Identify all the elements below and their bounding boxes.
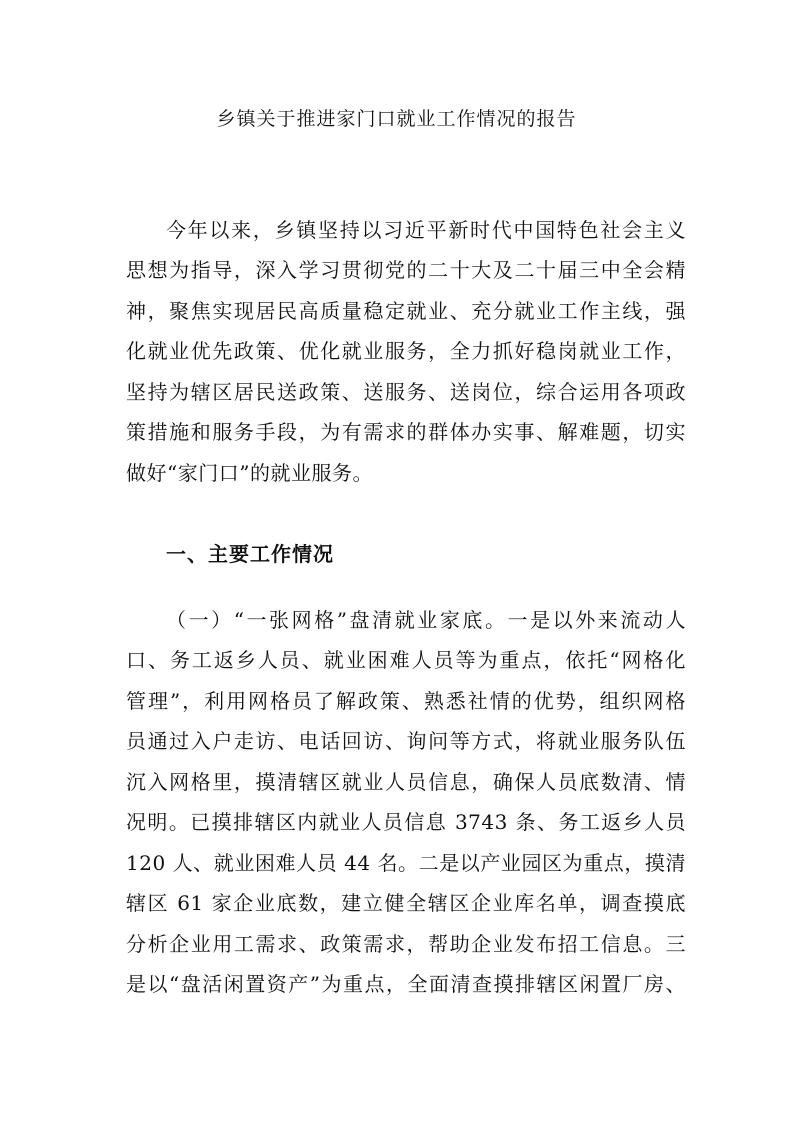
paragraph-2-line-7: 120 人、就业困难人员 44 名。二是以产业园区为重点，摸清 [126,851,686,875]
paragraph-2-line-2: 口、务工返乡人员、就业困难人员等为重点，依托“网格化 [126,648,686,672]
paragraph-2-line-4: 员通过入户走访、电话回访、询问等方式，将就业服务队伍 [126,729,686,753]
paragraph-1-line-4: 化就业优先政策、优化就业服务，全力抓好稳岗就业工作， [126,339,686,363]
paragraph-2-line-1: （一）“一张网格”盘清就业家底。一是以外来流动人 [166,608,686,632]
paragraph-1-line-7: 做好“家门口”的就业服务。 [126,461,373,485]
paragraph-2-line-9: 分析企业用工需求、政策需求，帮助企业发布招工信息。三 [126,932,686,956]
paragraph-2-line-5: 沉入网格里，摸清辖区就业人员信息，确保人员底数清、情 [126,770,686,794]
paragraph-2-line-10: 是以“盘活闲置资产”为重点，全面清查摸排辖区闲置厂房、 [126,972,686,996]
paragraph-2-line-6: 况明。已摸排辖区内就业人员信息 3743 条、务工返乡人员 [126,810,686,834]
section-heading: 一、主要工作情况 [166,542,334,566]
paragraph-1-line-3: 神，聚焦实现居民高质量稳定就业、充分就业工作主线，强 [126,299,686,323]
paragraph-1-line-1: 今年以来，乡镇坚持以习近平新时代中国特色社会主义 [166,218,686,242]
document-title: 乡镇关于推进家门口就业工作情况的报告 [216,108,577,130]
paragraph-1-line-5: 坚持为辖区居民送政策、送服务、送岗位，综合运用各项政 [126,380,686,404]
paragraph-2-line-8: 辖区 61 家企业底数，建立健全辖区企业库名单，调查摸底 [126,891,686,915]
paragraph-1-line-2: 思想为指导，深入学习贯彻党的二十大及二十届三中全会精 [126,258,686,282]
paragraph-2-line-3: 管理”，利用网格员了解政策、熟悉社情的优势，组织网格 [126,689,686,713]
paragraph-1-line-6: 策措施和服务手段，为有需求的群体办实事、解难题，切实 [126,420,686,444]
